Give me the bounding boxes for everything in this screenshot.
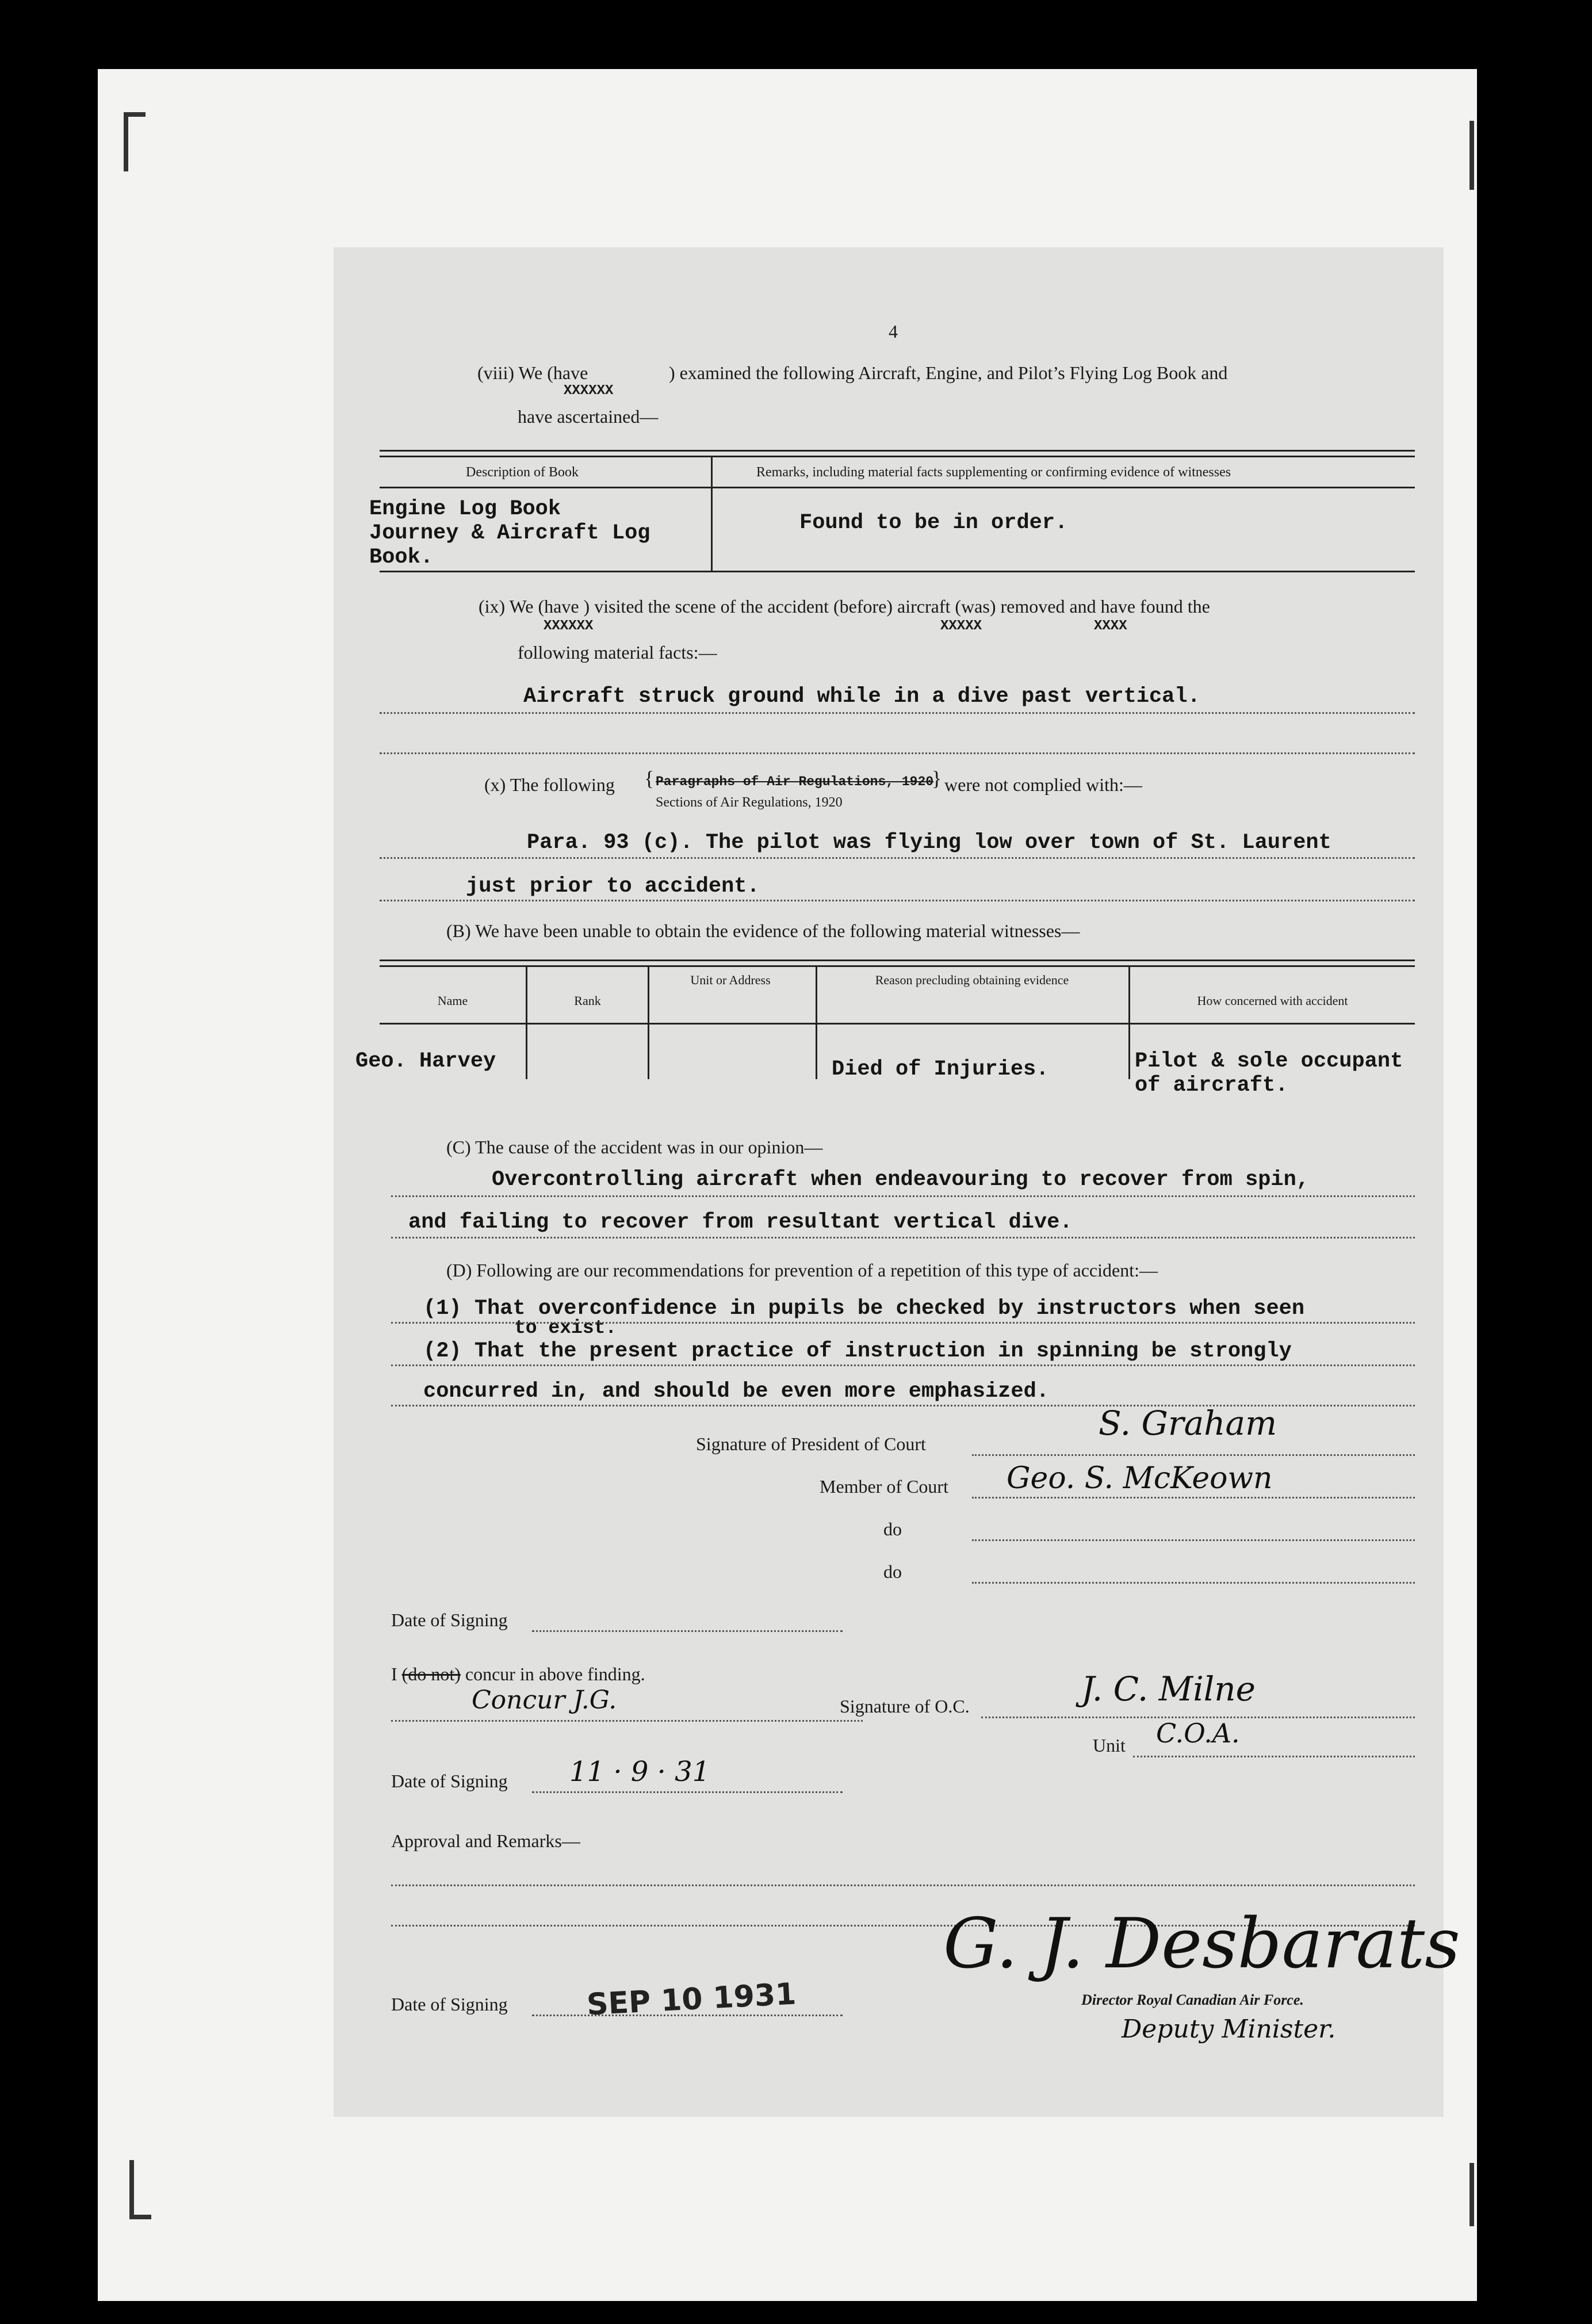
d-text: (D) Following are our recommendations for prevention of a repetition of this type of accident:— [446,1260,1158,1281]
x-suffix: were not complied with:— [944,774,1142,795]
witness-concern-line1: Pilot & sole occupant [1135,1049,1403,1073]
crop-mark-top-right [1464,121,1474,190]
dotted-line [391,1720,863,1722]
book-table-header-remarks: Remarks, including material facts supplementing or confirming evidence of witnesses [756,465,1231,480]
ix-line2: following material facts:— [518,642,717,663]
table-rule [380,960,1415,961]
x-bracket-right: } [932,767,942,790]
d-recommendation-3: concurred in, and should be even more emphasized. [423,1379,1049,1404]
approval-label: Approval and Remarks— [391,1830,580,1851]
president-label: Signature of President of Court [696,1434,926,1454]
oc-signature-label: Signature of O.C. [840,1696,970,1717]
oc-signature: J. C. Milne [1081,1669,1256,1708]
book-description-line2: Journey & Aircraft Log [369,521,650,545]
book-remarks: Found to be in order. [799,511,1068,535]
table-divider [711,456,713,571]
crop-mark-bottom-left [129,2160,151,2219]
crop-mark-top-left [124,112,146,171]
viii-struck-text: XXXXXX [564,383,614,399]
page-number: 4 [889,321,898,342]
table-divider [648,965,649,1079]
table-divider [526,965,527,1079]
concur-handwritten: Concur J.G. [472,1685,617,1715]
table-divider [1128,965,1130,1079]
witness-name: Geo. Harvey [355,1049,496,1073]
crop-mark-bottom-right [1464,2163,1474,2226]
member-signature: Geo. S. McKeown [1007,1461,1273,1496]
signature-line [972,1454,1415,1456]
d-recommendation-1: (1) That overconfidence in pupils be checked by instructors when seen [423,1297,1305,1321]
ix-struck-1: XXXXXX [544,618,594,634]
concur-struck: (do not) [401,1664,461,1684]
viii-line1-b: ) examined the following Aircraft, Engine, and Pilot’s Flying Log Book and [669,362,1228,383]
dotted-line [391,1237,1415,1239]
signature-line [972,1539,1415,1541]
witness-concern-line2: of aircraft. [1135,1073,1288,1098]
x-label: (x) The following [484,774,615,795]
c-line2: and failing to recover from resultant vertical dive. [408,1210,1073,1234]
x-bracket-left: { [644,767,655,790]
witness-reason: Died of Injuries. [832,1057,1049,1081]
d-recommendation-1-cont: to exist. [514,1317,617,1339]
witness-header-rank: Rank [574,993,601,1008]
x-option: Sections of Air Regulations, 1920 [656,795,843,810]
do-label-1: do [883,1519,902,1539]
book-table-header-description: Description of Book [466,465,579,480]
unit-label: Unit [1093,1735,1126,1756]
member-label: Member of Court [820,1476,948,1497]
b-text: (B) We have been unable to obtain the evidence of the following material witnesses— [446,920,1080,941]
concur-rest: concur in above finding. [460,1664,645,1684]
table-divider [816,965,817,1079]
d-recommendation-2: (2) That the present practice of instruction in spinning be strongly [423,1339,1292,1363]
ix-line1: (ix) We (have ) visited the scene of the accident (before) aircraft (was) removed and have found the [479,596,1210,617]
dotted-line [380,857,1415,859]
table-rule [380,456,1415,457]
signature-line [972,1582,1415,1584]
document-page [334,247,1460,2117]
witness-header-unit: Unit or Address [690,973,771,987]
deputy-minister-handwritten: Deputy Minister. [1122,2015,1336,2044]
unit-value: C.O.A. [1156,1718,1240,1749]
dotted-line [391,1195,1415,1197]
table-rule [380,571,1415,572]
ix-struck-2: XXXXX [940,618,982,634]
oc-date-value: 11 · 9 · 31 [569,1756,710,1788]
witness-header-reason: Reason precluding obtaining evidence [875,973,1069,987]
ix-fact: Aircraft struck ground while in a dive past vertical. [523,685,1200,709]
viii-line2: have ascertained— [518,406,659,427]
unit-line [1133,1756,1415,1757]
director-title: Director Royal Canadian Air Force. [1081,1992,1304,2008]
table-rule [380,1023,1415,1025]
witness-header-name: Name [437,993,468,1008]
table-rule [380,450,1415,452]
dotted-line [380,712,1415,714]
dotted-line [380,752,1415,754]
oc-date-label: Date of Signing [391,1771,508,1791]
approval-signature: G. J. Desbarats [943,1904,1460,1984]
dotted-line [391,1322,1415,1324]
x-line2: just prior to accident. [466,874,760,899]
received-date-stamp: SEP 10 1931 [585,1977,797,2023]
ix-struck-3: XXXX [1094,618,1127,634]
x-struck-option: Paragraphs of Air Regulations, 1920 [656,774,934,789]
date-line [532,1630,843,1632]
president-signature: S. Graham [1099,1404,1277,1443]
dotted-line [391,1885,1415,1886]
dotted-line [380,900,1415,901]
concur-label [391,1664,645,1685]
c-line1: Overcontrolling aircraft when endeavouring to recover from spin, [492,1168,1310,1192]
x-line1: Para. 93 (c). The pilot was flying low over town of St. Laurent [527,831,1331,855]
concur-prefix: I [391,1664,402,1684]
book-description-line1: Engine Log Book [369,497,561,521]
table-rule [380,965,1415,967]
signature-line [972,1497,1415,1499]
viii-line1-a: (viii) We (have [477,362,588,383]
date-line [532,1791,843,1793]
approval-date-label: Date of Signing [391,1994,508,2015]
dotted-line [391,1364,1415,1366]
c-text: (C) The cause of the accident was in our opinion— [446,1137,823,1157]
book-description-line3: Book. [369,545,434,569]
table-rule [380,487,1415,488]
do-label-2: do [883,1561,902,1582]
witness-header-concern: How concerned with accident [1197,993,1348,1008]
court-date-label: Date of Signing [391,1610,508,1630]
